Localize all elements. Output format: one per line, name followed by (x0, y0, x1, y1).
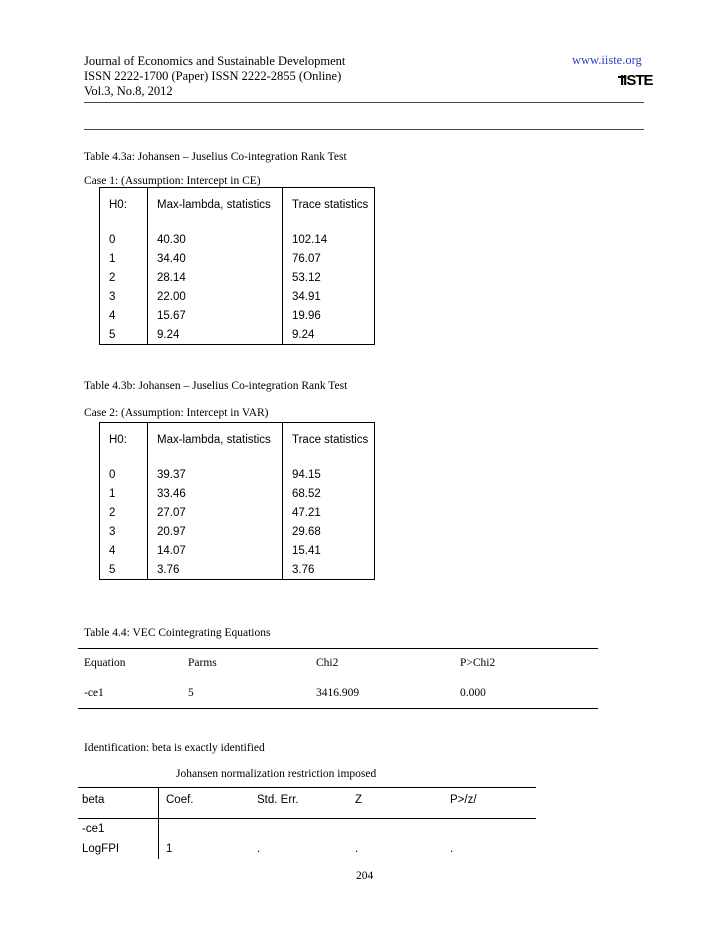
cell-trace: 94.15 (283, 465, 375, 484)
cell-h0: 2 (109, 506, 116, 519)
cell-trace: 68.52 (283, 484, 375, 503)
cell-p-z: . (450, 843, 454, 855)
cell-max-lambda: 14.07 (148, 541, 283, 560)
table-row (100, 325, 375, 345)
cell-max-lambda: 27.07 (148, 503, 283, 522)
header-h0: H0: (109, 198, 127, 211)
header-trace: Trace statistics (283, 188, 375, 222)
cell-trace: 19.96 (283, 306, 375, 325)
cell-h0: 0 (109, 233, 116, 246)
cell-h0: 2 (109, 271, 116, 284)
journal-title: Journal of Economics and Sustainable Development (84, 54, 346, 68)
cell-max-lambda: 33.46 (148, 484, 283, 503)
header-p-z: P>/z/ (450, 794, 477, 806)
cell-chi2: 3416.909 (316, 687, 360, 699)
cell-trace: 47.21 (283, 503, 375, 522)
header-std-err: Std. Err. (257, 794, 299, 806)
header-p-chi2: P>Chi2 (460, 657, 496, 669)
issn-line: ISSN 2222-1700 (Paper) ISSN 2222-2855 (Online) (84, 69, 342, 83)
cell-trace: 29.68 (283, 522, 375, 541)
table-row (100, 268, 375, 287)
beta-table-header-rule (78, 818, 536, 819)
cell-max-lambda: 28.14 (148, 268, 283, 287)
header-equation: Equation (84, 657, 126, 669)
table-row (100, 306, 375, 325)
cell-trace: 9.24 (283, 325, 375, 345)
cell-beta: LogFPI (82, 843, 120, 855)
cell-h0: 5 (109, 563, 116, 576)
cell-h0: 4 (109, 544, 116, 557)
table-row (100, 465, 375, 484)
table-4-3a (99, 187, 375, 345)
table-4-3b-case: Case 2: (Assumption: Intercept in VAR) (84, 407, 269, 419)
header-beta: beta (82, 794, 105, 806)
header-h0: H0: (109, 433, 127, 446)
cell-trace: 76.07 (283, 249, 375, 268)
header-rule-2 (84, 129, 644, 130)
table-row (100, 522, 375, 541)
table-row (100, 287, 375, 306)
restriction-line: Johansen normalization restriction imposed (176, 768, 377, 780)
cell-trace: 34.91 (283, 287, 375, 306)
table-4-3a-caption: Table 4.3a: Johansen – Juselius Co-integration Rank Test (84, 151, 347, 163)
cell-max-lambda: 34.40 (148, 249, 283, 268)
logo-text: IISTE (620, 72, 653, 89)
table-row (100, 541, 375, 560)
cell-parms: 5 (188, 687, 194, 699)
volume-line: Vol.3, No.8, 2012 (84, 84, 173, 98)
beta-group-label: -ce1 (82, 823, 105, 835)
cell-z: . (355, 843, 359, 855)
cell-max-lambda: 20.97 (148, 522, 283, 541)
header-coef: Coef. (166, 794, 194, 806)
cell-std-err: . (257, 843, 261, 855)
table-row (100, 503, 375, 522)
table-row (100, 560, 375, 580)
cell-h0: 4 (109, 309, 116, 322)
cell-h0: 3 (109, 525, 116, 538)
cell-trace: 15.41 (283, 541, 375, 560)
cell-max-lambda: 15.67 (148, 306, 283, 325)
cell-trace: 102.14 (283, 230, 375, 249)
header-z: Z (355, 794, 363, 806)
table-row (100, 230, 375, 249)
header-chi2: Chi2 (316, 657, 339, 669)
table-header-row (100, 423, 375, 457)
cell-trace: 53.12 (283, 268, 375, 287)
table-4-3b-caption: Table 4.3b: Johansen – Juselius Co-integration Rank Test (84, 380, 348, 392)
beta-table-divider (158, 787, 159, 859)
beta-table-top-rule (78, 787, 536, 788)
table-4-4-top-rule (78, 648, 598, 649)
cell-trace: 3.76 (283, 560, 375, 580)
table-4-4-bottom-rule (78, 708, 598, 709)
cell-h0: 5 (109, 328, 116, 341)
cell-h0: 0 (109, 468, 116, 481)
cell-max-lambda: 22.00 (148, 287, 283, 306)
header-rule-1 (84, 102, 644, 103)
table-4-3a-case: Case 1: (Assumption: Intercept in CE) (84, 175, 261, 187)
cell-h0: 1 (109, 487, 116, 500)
cell-p-chi2: 0.000 (460, 687, 486, 699)
header-max-lambda: Max-lambda, statistics (148, 423, 283, 457)
cell-h0: 3 (109, 290, 116, 303)
table-4-3b (99, 422, 375, 580)
cell-max-lambda: 39.37 (148, 465, 283, 484)
cell-equation: -ce1 (84, 687, 104, 699)
header-trace: Trace statistics (283, 423, 375, 457)
cell-max-lambda: 40.30 (148, 230, 283, 249)
table-row (100, 249, 375, 268)
page-number: 204 (356, 870, 374, 882)
cell-max-lambda: 9.24 (148, 325, 283, 345)
cell-h0: 1 (109, 252, 116, 265)
identification-line: Identification: beta is exactly identified (84, 742, 265, 754)
table-header-row (100, 188, 375, 222)
cell-max-lambda: 3.76 (148, 560, 283, 580)
cell-coef: 1 (166, 843, 173, 855)
table-row (100, 484, 375, 503)
header-max-lambda: Max-lambda, statistics (148, 188, 283, 222)
journal-url-link[interactable]: www.iiste.org (572, 53, 642, 67)
table-4-4-caption: Table 4.4: VEC Cointegrating Equations (84, 627, 271, 639)
header-parms: Parms (188, 657, 217, 669)
